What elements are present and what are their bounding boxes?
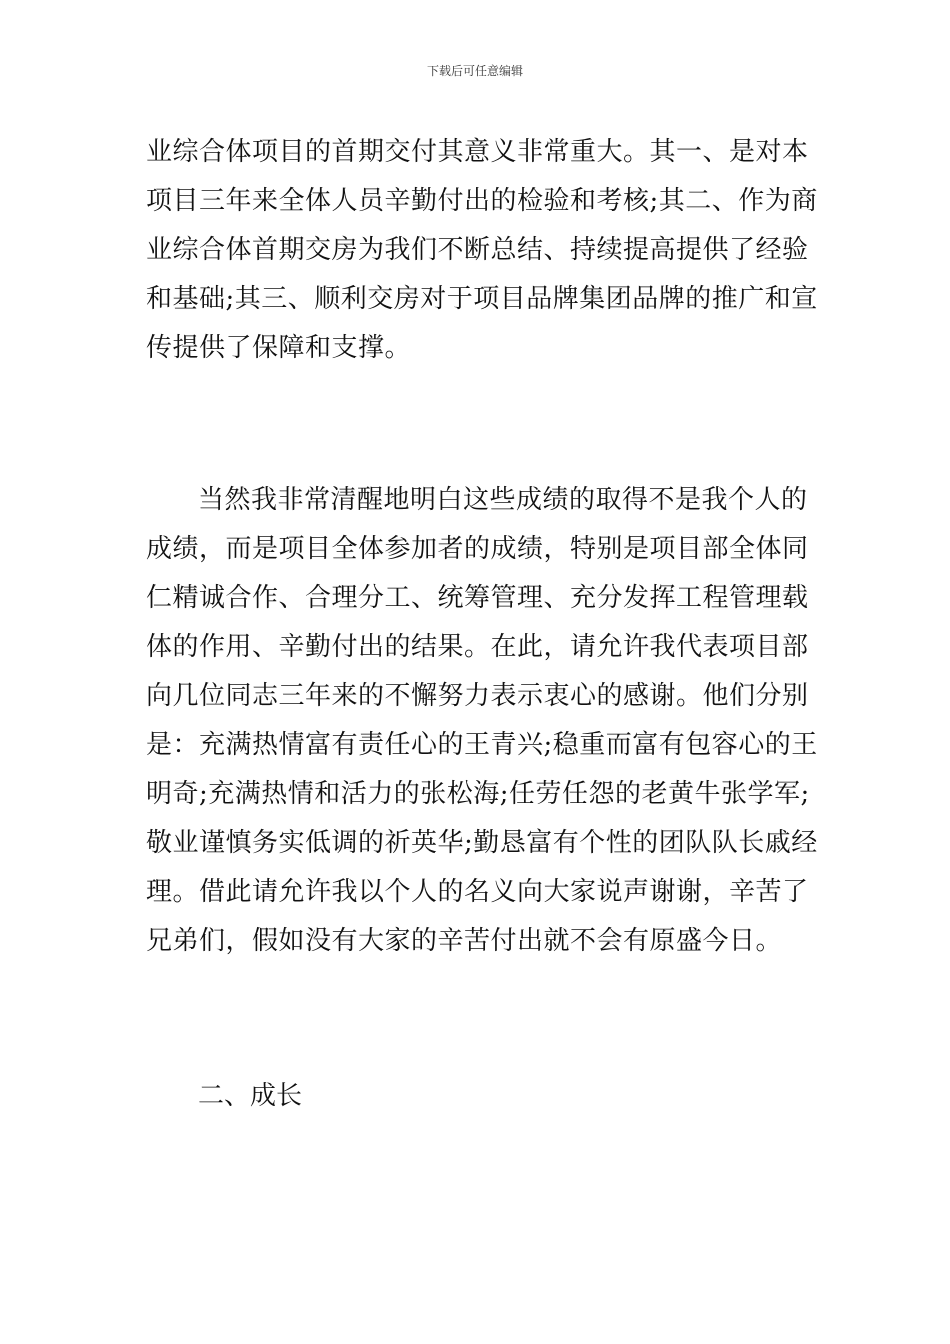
text-line: 成绩，而是项目全体参加者的成绩，特别是项目部全体同: [146, 534, 809, 564]
text-line: 业综合体首期交房为我们不断总结、持续提高提供了经验: [146, 235, 809, 265]
text-line: 仁精诚合作、合理分工、统筹管理、充分发挥工程管理载: [146, 583, 809, 613]
text-line: 和基础;其三、顺利交房对于项目品牌集团品牌的推广和宣: [146, 284, 818, 314]
text-line: 是：充满热情富有责任心的王青兴;稳重而富有包容心的王: [146, 730, 818, 760]
text-line: 向几位同志三年来的不懈努力表示衷心的感谢。他们分别: [146, 681, 809, 711]
text-line: 敬业谨慎务实低调的祈英华;勤恳富有个性的团队队长戚经: [146, 828, 818, 858]
text-line: 理。借此请允许我以个人的名义向大家说声谢谢，辛苦了: [146, 877, 809, 907]
text-line: 业综合体项目的首期交付其意义非常重大。其一、是对本: [146, 137, 809, 167]
text-line: 明奇;充满热情和活力的张松海;任劳任怨的老黄牛张学军;: [146, 779, 810, 809]
text-line: 当然我非常清醒地明白这些成绩的取得不是我个人的: [198, 485, 808, 515]
text-line: 体的作用、辛勤付出的结果。在此，请允许我代表项目部: [146, 632, 809, 662]
text-line: 传提供了保障和支撑。: [146, 333, 412, 363]
section-heading: 二、成长: [198, 1081, 303, 1111]
text-line: 项目三年来全体人员辛勤付出的检验和考核;其二、作为商: [146, 186, 818, 216]
page-header-note: 下载后可任意编辑: [426, 64, 523, 78]
text-line: 兄弟们，假如没有大家的辛苦付出就不会有原盛今日。: [146, 926, 783, 956]
paragraph-acknowledgements: [146, 476, 818, 966]
paragraph-project-significance: [146, 128, 818, 373]
